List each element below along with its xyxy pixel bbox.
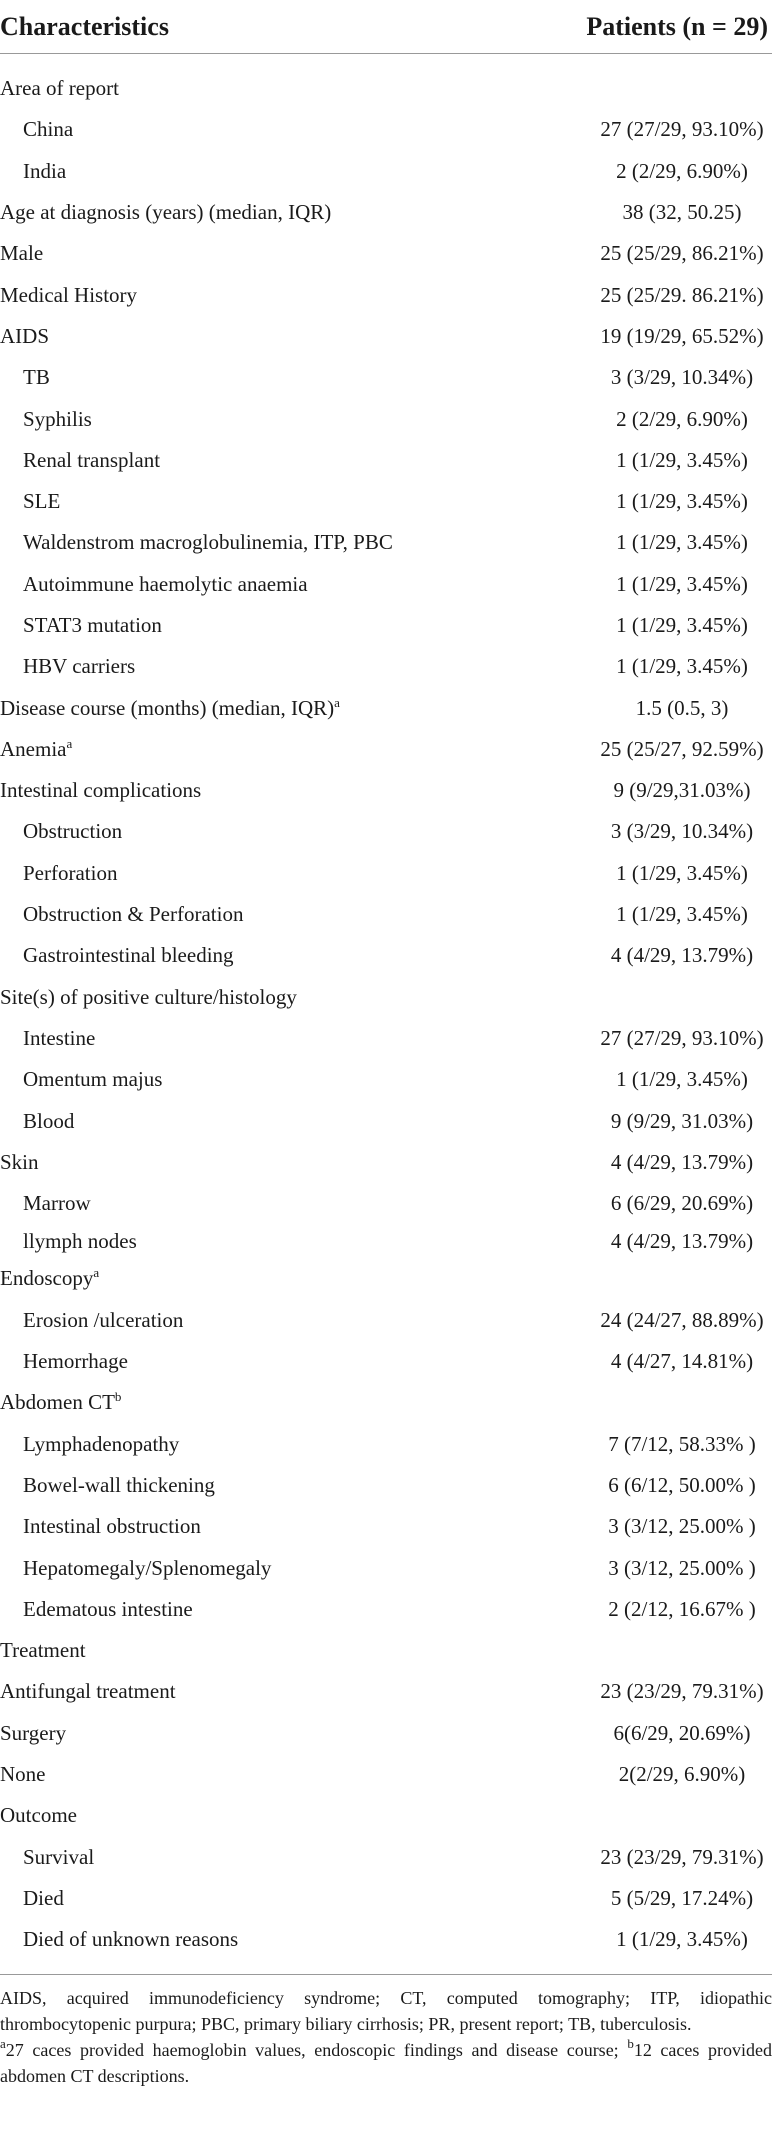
table-row xyxy=(0,357,772,398)
table-row xyxy=(0,1547,772,1588)
row-label xyxy=(0,1108,472,1133)
row-label-text: India xyxy=(23,158,67,183)
row-label-text: Lymphadenopathy xyxy=(23,1431,180,1456)
table-row xyxy=(0,1018,772,1059)
table-row xyxy=(0,1224,772,1258)
table-row xyxy=(0,1300,772,1341)
row-label xyxy=(0,1389,472,1415)
table-row xyxy=(0,316,772,357)
row-label xyxy=(0,1307,472,1332)
row-value: 2 (2/29, 6.90%) xyxy=(616,158,748,183)
row-label xyxy=(0,1193,472,1214)
table-row xyxy=(0,1142,772,1183)
row-label xyxy=(0,282,472,307)
row-value: 3 (3/29, 10.34%) xyxy=(610,365,754,390)
row-label xyxy=(0,860,472,885)
row-label xyxy=(0,1596,472,1621)
table-row xyxy=(0,811,772,852)
table-header xyxy=(0,0,772,54)
table-row xyxy=(0,1630,772,1671)
row-label xyxy=(0,323,472,348)
row-label xyxy=(0,984,472,1009)
row-value: 23 (23/29, 79.31%) xyxy=(600,1679,764,1704)
row-label-text: Autoimmune haemolytic anaemia xyxy=(23,571,308,596)
row-label xyxy=(0,571,472,596)
row-label-text: Obstruction & Perforation xyxy=(23,902,244,927)
table-row xyxy=(0,192,772,233)
row-label xyxy=(0,615,472,636)
row-label-text: Died xyxy=(23,1885,64,1910)
row-label xyxy=(0,656,472,677)
row-value: 1 (1/29, 3.45%) xyxy=(616,1067,748,1092)
table-row xyxy=(0,729,772,770)
footnote-abbreviations: AIDS, acquired immunodeficiency syndrome; CT, computed tomography; ITP, idiopathic thrombocytopenic purpura; PBC, primary biliary cirrhosis; PR, present report; TB, tuberculosis. xyxy=(0,1988,772,2035)
row-value: 9 (9/29,31.03%) xyxy=(613,778,751,803)
row-value: 1 (1/29, 3.45%) xyxy=(616,860,748,885)
row-label-text: Blood xyxy=(23,1108,75,1133)
row-value: 25 (25/29. 86.21%) xyxy=(600,282,764,307)
table-row xyxy=(0,1341,772,1382)
row-label xyxy=(0,406,472,431)
row-label-text: Medical History xyxy=(0,282,138,307)
row-label xyxy=(0,1805,472,1826)
row-label-text: Died of unknown reasons xyxy=(23,1927,239,1952)
row-label xyxy=(0,1929,472,1950)
table-row xyxy=(0,564,772,605)
row-label xyxy=(0,821,472,842)
row-value: 2 (2/29, 6.90%) xyxy=(616,406,748,431)
row-label xyxy=(0,1640,472,1661)
row-label xyxy=(0,1681,472,1702)
row-label-text: Surgery xyxy=(0,1720,67,1745)
row-label xyxy=(0,1720,472,1745)
row-label-text: Intestinal complications xyxy=(0,778,202,803)
table-row xyxy=(0,1919,772,1960)
row-label-text: llymph nodes xyxy=(23,1228,137,1253)
row-value: 3 (3/29, 10.34%) xyxy=(610,819,754,844)
table-row xyxy=(0,481,772,522)
header-patients: Patients (n = 29) xyxy=(586,11,768,41)
row-label xyxy=(0,367,472,388)
row-label-text: Waldenstrom macroglobulinemia, ITP, PBC xyxy=(23,530,393,555)
table-body xyxy=(0,54,772,1960)
row-label-text: SLE xyxy=(23,489,61,514)
row-label xyxy=(0,447,472,472)
row-value: 7 (7/12, 58.33% ) xyxy=(608,1431,756,1456)
row-label-text: Hemorrhage xyxy=(23,1349,128,1374)
table-footnotes xyxy=(0,1975,772,2089)
row-value: 3 (3/12, 25.00% ) xyxy=(608,1555,756,1580)
row-label-text: Intestine xyxy=(23,1025,96,1050)
table-row xyxy=(0,1589,772,1630)
row-label-text: Endoscopy xyxy=(0,1266,94,1291)
footnote-b-text: 12 caces provided abdomen CT descriptions. xyxy=(0,2040,772,2087)
row-value: 1.5 (0.5, 3) xyxy=(635,695,729,720)
row-label xyxy=(0,202,472,223)
row-label xyxy=(0,1555,472,1580)
row-value: 4 (4/29, 13.79%) xyxy=(610,1228,754,1253)
row-value: 25 (25/29, 86.21%) xyxy=(600,241,764,266)
row-label-text: Survival xyxy=(23,1844,95,1869)
footnote-notes xyxy=(0,2037,772,2089)
table-row xyxy=(0,151,772,192)
row-label-text: Marrow xyxy=(23,1191,91,1216)
row-label xyxy=(0,243,472,264)
row-value: 2 (2/12, 16.67% ) xyxy=(608,1596,756,1621)
row-value: 1 (1/29, 3.45%) xyxy=(616,902,748,927)
row-value: 1 (1/29, 3.45%) xyxy=(616,1927,748,1952)
row-label-text: Age at diagnosis (years) (median, IQR) xyxy=(0,200,332,225)
table-row xyxy=(0,440,772,481)
row-label xyxy=(0,1351,472,1372)
row-label-text: None xyxy=(0,1762,46,1787)
row-label-text: Edematous intestine xyxy=(23,1596,193,1621)
row-label-text: Hepatomegaly/Splenomegaly xyxy=(23,1555,272,1580)
table-row xyxy=(0,1382,772,1423)
row-value: 6(6/29, 20.69%) xyxy=(613,1720,751,1745)
table-row xyxy=(0,894,772,935)
footnote-a-text: 27 caces provided haemoglobin values, endoscopic findings and disease course; xyxy=(5,2040,628,2061)
row-label-text: Erosion /ulceration xyxy=(23,1307,184,1332)
row-value: 4 (4/27, 14.81%) xyxy=(610,1349,754,1374)
row-value: 27 (27/29, 93.10%) xyxy=(600,1025,764,1050)
row-label-text: STAT3 mutation xyxy=(23,613,162,637)
row-value: 19 (19/29, 65.52%) xyxy=(600,323,764,348)
table-row xyxy=(0,687,772,728)
row-value: 38 (32, 50.25) xyxy=(622,200,742,225)
row-footnote-mark: a xyxy=(66,735,73,751)
row-value: 1 (1/29, 3.45%) xyxy=(616,489,748,514)
table-row xyxy=(0,1183,772,1224)
row-label xyxy=(0,694,472,720)
table-row xyxy=(0,1671,772,1712)
table-row xyxy=(0,109,772,150)
row-label xyxy=(0,78,472,99)
row-label xyxy=(0,1069,472,1090)
table-row xyxy=(0,605,772,646)
row-label-text: Site(s) of positive culture/histology xyxy=(0,984,297,1009)
row-label xyxy=(0,491,472,512)
table-row xyxy=(0,770,772,811)
table-row xyxy=(0,1754,772,1795)
table-row xyxy=(0,977,772,1018)
row-value: 23 (23/29, 79.31%) xyxy=(600,1844,764,1869)
row-label xyxy=(0,1025,472,1050)
row-label-text: Disease course (months) (median, IQR) xyxy=(0,695,335,720)
row-label-text: Skin xyxy=(0,1149,39,1174)
row-value: 1 (1/29, 3.45%) xyxy=(616,654,748,679)
row-label xyxy=(0,1265,472,1291)
row-label-text: AIDS xyxy=(0,323,50,348)
row-label xyxy=(0,735,472,761)
row-value: 6 (6/29, 20.69%) xyxy=(610,1191,754,1216)
row-label xyxy=(0,158,472,183)
row-value: 6 (6/12, 50.00% ) xyxy=(608,1472,756,1497)
row-label-text: Obstruction xyxy=(23,819,123,844)
row-value: 4 (4/29, 13.79%) xyxy=(610,1149,754,1174)
row-value: 1 (1/29, 3.45%) xyxy=(616,447,748,472)
table-row xyxy=(0,1878,772,1919)
row-label-text: TB xyxy=(23,365,50,390)
row-label-text: Male xyxy=(0,241,44,266)
row-value: 1 (1/29, 3.45%) xyxy=(616,530,748,555)
row-label xyxy=(0,119,472,140)
row-footnote-mark: a xyxy=(93,1265,100,1281)
table-row xyxy=(0,1424,772,1465)
row-label-text: Abdomen CT xyxy=(0,1390,115,1415)
row-label xyxy=(0,1149,472,1174)
footnote-b-mark: b xyxy=(627,2036,634,2052)
footnote-a-mark: a xyxy=(0,2036,6,2052)
row-label xyxy=(0,1844,472,1869)
row-label-text: Antifungal treatment xyxy=(0,1679,176,1704)
row-value: 3 (3/12, 25.00% ) xyxy=(608,1514,756,1539)
row-label xyxy=(0,1764,472,1785)
table-row xyxy=(0,1465,772,1506)
row-label xyxy=(0,780,472,801)
header-characteristics: Characteristics xyxy=(0,11,169,41)
row-label xyxy=(0,904,472,925)
row-label-text: Syphilis xyxy=(23,406,92,431)
table-row xyxy=(0,1506,772,1547)
table-row xyxy=(0,1258,772,1299)
row-label xyxy=(0,1228,472,1253)
table-row xyxy=(0,398,772,439)
row-label-text: Anemia xyxy=(0,736,67,761)
table-row xyxy=(0,1795,772,1836)
table-row xyxy=(0,935,772,976)
table-row xyxy=(0,853,772,894)
row-value: 27 (27/29, 93.10%) xyxy=(600,117,764,142)
table-row xyxy=(0,522,772,563)
row-value: 2(2/29, 6.90%) xyxy=(618,1762,746,1787)
row-label-text: Perforation xyxy=(23,860,118,885)
row-label xyxy=(0,945,472,966)
row-label xyxy=(0,1885,472,1910)
row-label xyxy=(0,1472,472,1497)
row-label-text: Treatment xyxy=(0,1638,86,1663)
row-value: 9 (9/29, 31.03%) xyxy=(610,1108,754,1133)
row-value: 1 (1/29, 3.45%) xyxy=(616,571,748,596)
table-row xyxy=(0,233,772,274)
row-label-text: Area of report xyxy=(0,76,119,101)
row-label-text: Renal transplant xyxy=(23,447,161,472)
row-value: 5 (5/29, 17.24%) xyxy=(610,1885,754,1910)
table-row xyxy=(0,1059,772,1100)
row-value: 1 (1/29, 3.45%) xyxy=(616,613,748,637)
row-label xyxy=(0,532,472,553)
row-label-text: China xyxy=(23,117,74,142)
row-label-text: Intestinal obstruction xyxy=(23,1514,201,1539)
table-row xyxy=(0,274,772,315)
row-label-text: Outcome xyxy=(0,1803,77,1828)
table-row xyxy=(0,646,772,687)
row-label xyxy=(0,1431,472,1456)
row-value: 4 (4/29, 13.79%) xyxy=(610,943,754,968)
row-value: 24 (24/27, 88.89%) xyxy=(600,1307,764,1332)
table-row xyxy=(0,1100,772,1141)
row-footnote-mark: a xyxy=(334,694,340,710)
row-label xyxy=(0,1516,472,1537)
row-footnote-mark: b xyxy=(114,1389,122,1405)
row-value: 25 (25/27, 92.59%) xyxy=(600,736,764,761)
row-label-text: Omentum majus xyxy=(23,1067,163,1092)
row-label-text: Gastrointestinal bleeding xyxy=(23,943,234,968)
row-label-text: Bowel-wall thickening xyxy=(23,1472,215,1497)
table-row xyxy=(0,68,772,109)
table-row xyxy=(0,1713,772,1754)
table-row xyxy=(0,1836,772,1877)
row-label-text: HBV carriers xyxy=(23,654,136,679)
